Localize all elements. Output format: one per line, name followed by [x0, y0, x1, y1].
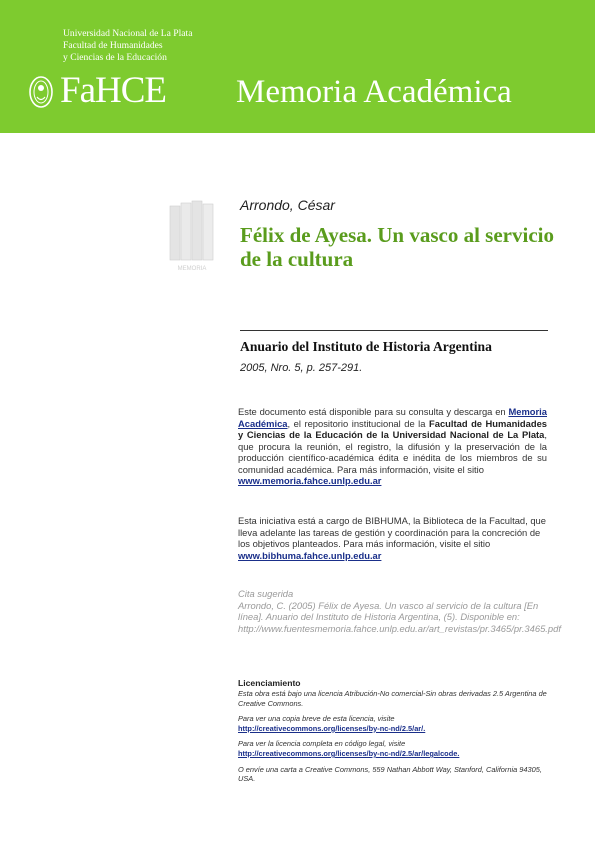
availability-paragraph — [238, 406, 547, 487]
university-name — [63, 28, 192, 64]
books-logo-text: MEMORIA — [177, 266, 207, 272]
bibhuma-paragraph — [238, 515, 547, 561]
citation-heading: Cita sugerida — [238, 588, 294, 599]
license-short-copy — [238, 714, 548, 733]
availability-text-2: , el repositorio institucional de la — [287, 417, 429, 429]
license-legalcode-link[interactable]: http://creativecommons.org/licenses/by-nc-nd/2.5/ar/legalcode. — [238, 748, 460, 758]
license-mail: O envíe una carta a Creative Commons, 559 Nathan Abbott Way, Stanford, California 94305, USA. — [238, 764, 542, 784]
university-seal-icon — [28, 73, 54, 111]
availability-text-3: , que procura la reunión, el registro, la difusión y la preservación de la producción científico-académica édita e inédita de los miembros de su comunidad académica. Para más información, visite el sitio — [238, 429, 547, 475]
license-text: Esta obra está bajo una licencia Atribución-No comercial-Sin obras derivadas 2.5 Argentina de Creative Commons. — [238, 689, 547, 708]
license-short-copy-text: Para ver una copia breve de esta licencia, visite — [238, 714, 395, 724]
journal-name: Anuario del Instituto de Historia Argentina — [240, 339, 492, 354]
license-full-copy — [238, 739, 548, 758]
faculty-name: Facultad de Humanidades y Ciencias de la Educación de la Universidad Nacional de La Plata — [238, 417, 547, 440]
suggested-citation — [238, 588, 561, 634]
divider — [240, 330, 548, 331]
books-logo-icon — [166, 200, 218, 275]
fahce-logo: FaHCE — [60, 70, 166, 111]
license-section — [238, 689, 548, 790]
license-heading: Licenciamiento — [238, 678, 301, 688]
availability-text-1: Este documento está disponible para su consulta y descarga en — [238, 406, 509, 417]
bibhuma-site-link[interactable]: www.bibhuma.fahce.unlp.edu.ar — [238, 549, 382, 561]
faculty-line-2: y Ciencias de la Educación — [63, 52, 167, 63]
faculty-line: Facultad de Humanidades — [63, 40, 163, 51]
publication-details: 2005, Nro. 5, p. 257-291. — [240, 362, 363, 374]
citation-text: Arrondo, C. (2005) Félix de Ayesa. Un vasco al servicio de la cultura [En línea]. Anuario del Instituto de Historia Argentina, (5). Disponible en: http://www.fuentesmemoria.fahce.unlp.edu.ar/art_revistas/pr.3465/pr.3465.pdf — [238, 599, 561, 634]
author: Arrondo, César — [240, 197, 335, 213]
document-title: Félix de Ayesa. Un vasco al servicio de la cultura — [240, 223, 554, 271]
memoria-site-link[interactable]: www.memoria.fahce.unlp.edu.ar — [238, 475, 382, 486]
license-full-copy-text: Para ver la licencia completa en código legal, visite — [238, 739, 406, 749]
bibhuma-text: Esta iniciativa está a cargo de BIBHUMA, la Biblioteca de la Facultad, que lleva adelante las tareas de gestión y coordinación para la concreción de los objetivos planteados. Para más información, visite el sitio — [238, 515, 546, 549]
header-banner — [0, 0, 595, 133]
repository-link[interactable]: Memoria Académica — [238, 406, 547, 429]
repository-title: Memoria Académica — [236, 74, 512, 110]
license-short-link[interactable]: http://creativecommons.org/licenses/by-nc-nd/2.5/ar/. — [238, 723, 426, 733]
university-line: Universidad Nacional de La Plata — [63, 28, 193, 39]
